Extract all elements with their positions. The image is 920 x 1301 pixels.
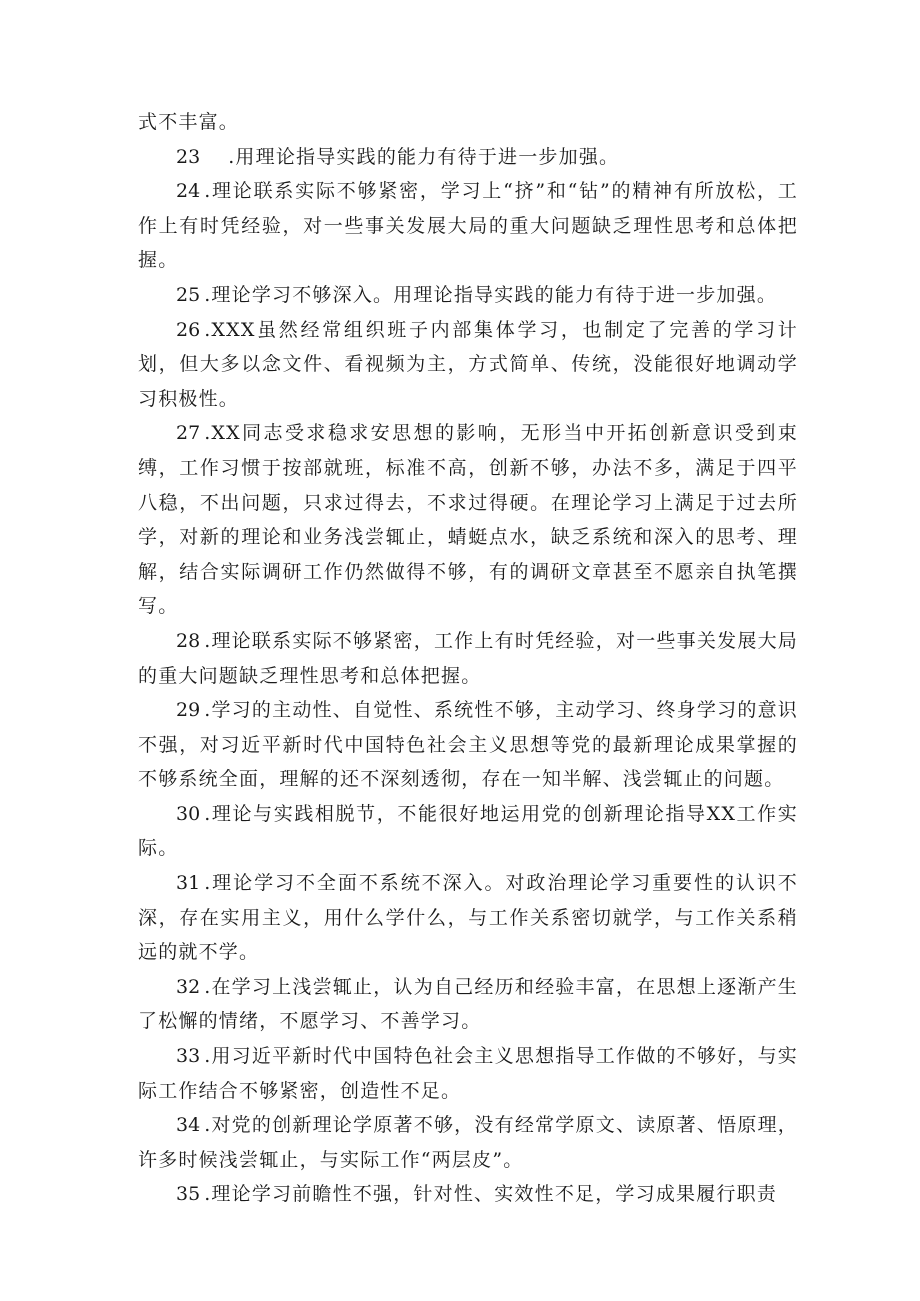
item-text: .理论学习不够深入。用理论指导实践的能力有待于进一步加强。 <box>204 283 778 306</box>
item-text: .理论与实践相脱节，不能很好地运用党的创新理论指导XX工作实际。 <box>138 802 798 860</box>
item-text: .在学习上浅尝辄止，认为自己经历和经验丰富，在思想上逐渐产生了松懈的情绪，不愿学习、不善学习。 <box>138 975 798 1033</box>
list-item <box>138 797 798 866</box>
list-item <box>138 140 798 175</box>
list-item <box>138 174 798 278</box>
item-text: .用理论指导实践的能力有待于进一步加强。 <box>228 145 620 168</box>
item-number: 25 <box>176 283 201 306</box>
list-item <box>138 313 798 417</box>
list-item <box>138 624 798 693</box>
list-item <box>138 693 798 797</box>
list-item <box>138 970 798 1039</box>
item-number: 32 <box>176 975 201 998</box>
item-text: .XXX虽然经常组织班子内部集体学习，也制定了完善的学习计划，但大多以念文件、看视频为主，方式简单、传统，没能很好地调动学习积极性。 <box>138 318 798 410</box>
item-number: 28 <box>176 629 201 652</box>
item-number: 23 <box>176 145 201 168</box>
item-text: .用习近平新时代中国特色社会主义思想指导工作做的不够好，与实际工作结合不够紧密，创造性不足。 <box>138 1045 798 1102</box>
item-number: 26 <box>176 318 201 341</box>
item-text: .XX同志受求稳求安思想的影响，无形当中开拓创新意识受到束缚，工作习惯于按部就班，标准不高，创新不够，办法不多，满足于四平八稳，不出问题，只求过得去，不求过得硬。在理论学习上满足于过去所学，对新的理论和业务浅尝辄止，蜻蜓点水，缺乏系统和深入的思考、理解，结合实际调研工作仍然做得不够，有的调研文章甚至不愿亲自执笔撰写。 <box>138 422 798 618</box>
list-item <box>138 866 798 970</box>
item-text: .理论学习前瞻性不强，针对性、实效性不足，学习成果履行职责 <box>204 1183 778 1206</box>
item-text: .理论联系实际不够紧密，工作上有时凭经验，对一些事关发展大局的重大问题缺乏理性思考和总体把握。 <box>138 629 798 687</box>
list-item <box>138 416 798 624</box>
list-item <box>138 1108 798 1177</box>
item-number: 27 <box>176 422 201 445</box>
item-number: 31 <box>176 872 201 895</box>
item-number: 34 <box>176 1114 201 1137</box>
item-text: .理论学习不全面不系统不深入。对政治理论学习重要性的认识不深，存在实用主义，用什么学什么，与工作关系密切就学，与工作关系稍远的就不学。 <box>138 872 798 964</box>
list-item <box>138 1039 798 1108</box>
item-text: .对党的创新理论学原著不够，没有经常学原文、读原著、悟原理，许多时候浅尝辄止，与实际工作“两层皮”。 <box>138 1114 798 1171</box>
document-page <box>138 105 798 1212</box>
item-number: 33 <box>176 1045 201 1068</box>
item-number: 35 <box>176 1183 201 1206</box>
list-item <box>138 1177 798 1212</box>
item-number: 24 <box>176 180 201 203</box>
item-text: .学习的主动性、自觉性、系统性不够，主动学习、终身学习的意识不强，对习近平新时代中国特色社会主义思想等党的最新理论成果掌握的不够系统全面，理解的还不深刻透彻，存在一知半解、浅尝辄止的问题。 <box>138 699 798 791</box>
continuation-text: 式不丰富。 <box>138 111 240 133</box>
item-number: 29 <box>176 699 201 722</box>
item-text: .理论联系实际不够紧密，学习上“挤”和“钻”的精神有所放松，工作上有时凭经验，对一些事关发展大局的重大问题缺乏理性思考和总体把握。 <box>138 180 798 272</box>
item-number: 30 <box>176 802 201 825</box>
list-item <box>138 278 798 313</box>
